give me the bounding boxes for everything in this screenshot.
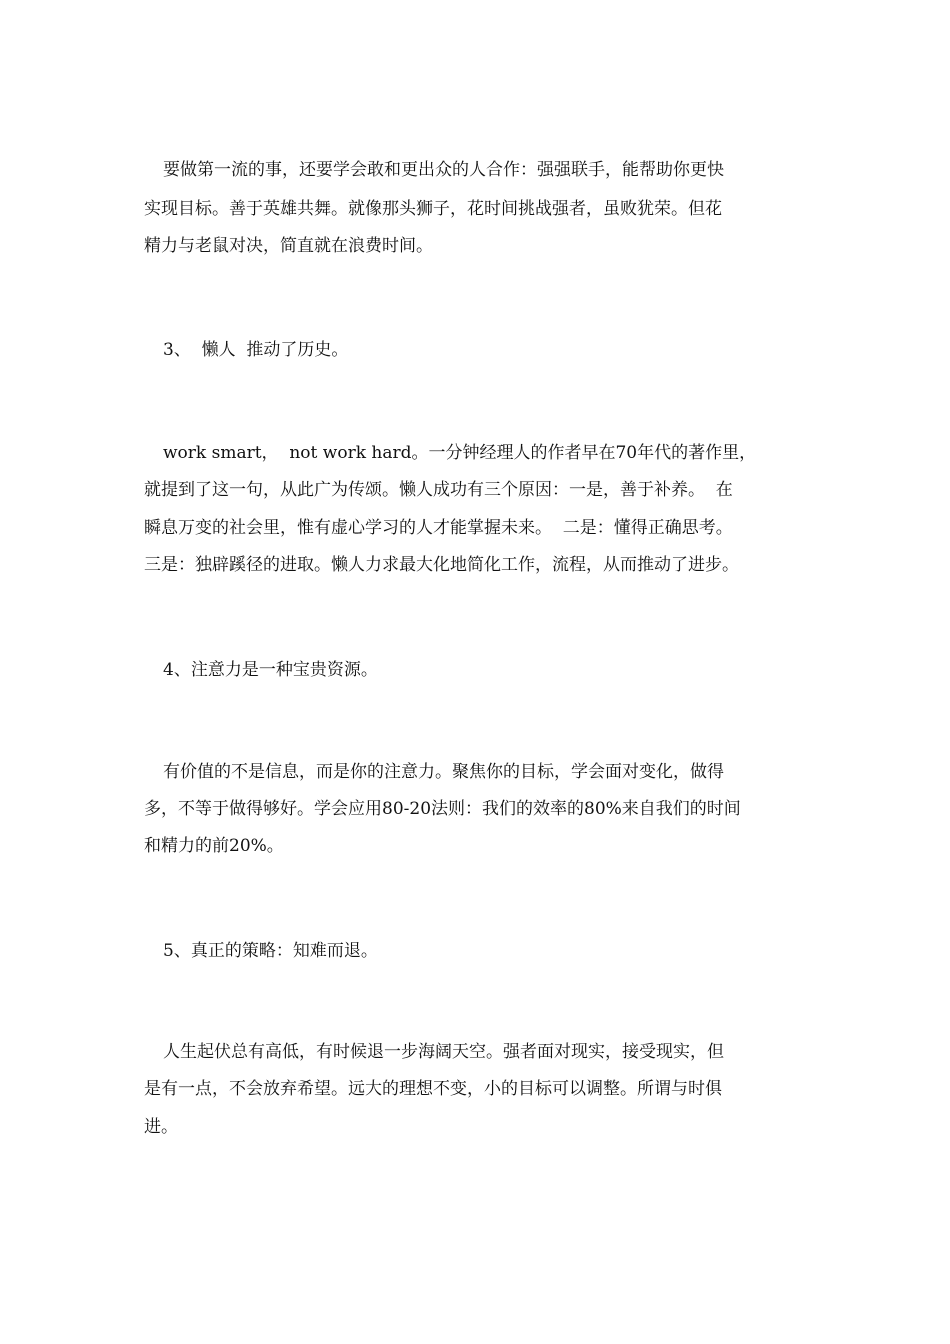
section-heading-5: 5、真正的策略：知难而退。 bbox=[163, 941, 378, 961]
text-line: 就提到了这一句，从此广为传颂。懒人成功有三个原因：一是，善于补养。 在 bbox=[144, 480, 733, 500]
text-line: 是有一点，不会放弃希望。远大的理想不变，小的目标可以调整。所谓与时俱 bbox=[144, 1079, 722, 1099]
text-line: 要做第一流的事，还要学会敢和更出众的人合作：强强联手，能帮助你更快 bbox=[163, 160, 724, 180]
text-line: 有价值的不是信息，而是你的注意力。聚焦你的目标，学会面对变化，做得 bbox=[163, 762, 724, 782]
section-heading-4: 4、注意力是一种宝贵资源。 bbox=[163, 660, 378, 680]
text-line: 多，不等于做得够好。学会应用80-20法则：我们的效率的80%来自我们的时间 bbox=[144, 799, 741, 819]
text-line: 瞬息万变的社会里，惟有虚心学习的人才能掌握未来。 二是：懂得正确思考。 bbox=[144, 518, 733, 538]
text-line: 实现目标。善于英雄共舞。就像那头狮子，花时间挑战强者，虽败犹荣。但花 bbox=[144, 199, 722, 219]
text-line: 进。 bbox=[144, 1117, 178, 1137]
section-heading-3: 3、 懒人 推动了历史。 bbox=[163, 340, 349, 360]
text-line: 和精力的前20%。 bbox=[144, 836, 284, 856]
text-line: 三是：独辟蹊径的进取。懒人力求最大化地简化工作，流程，从而推动了进步。 bbox=[144, 555, 739, 575]
text-line: 精力与老鼠对决，简直就在浪费时间。 bbox=[144, 236, 433, 256]
text-line: work smart， not work hard。一分钟经理人的作者早在70年代的著作里， bbox=[163, 443, 757, 463]
text-line: 人生起伏总有高低，有时候退一步海阔天空。强者面对现实，接受现实，但 bbox=[163, 1042, 724, 1062]
